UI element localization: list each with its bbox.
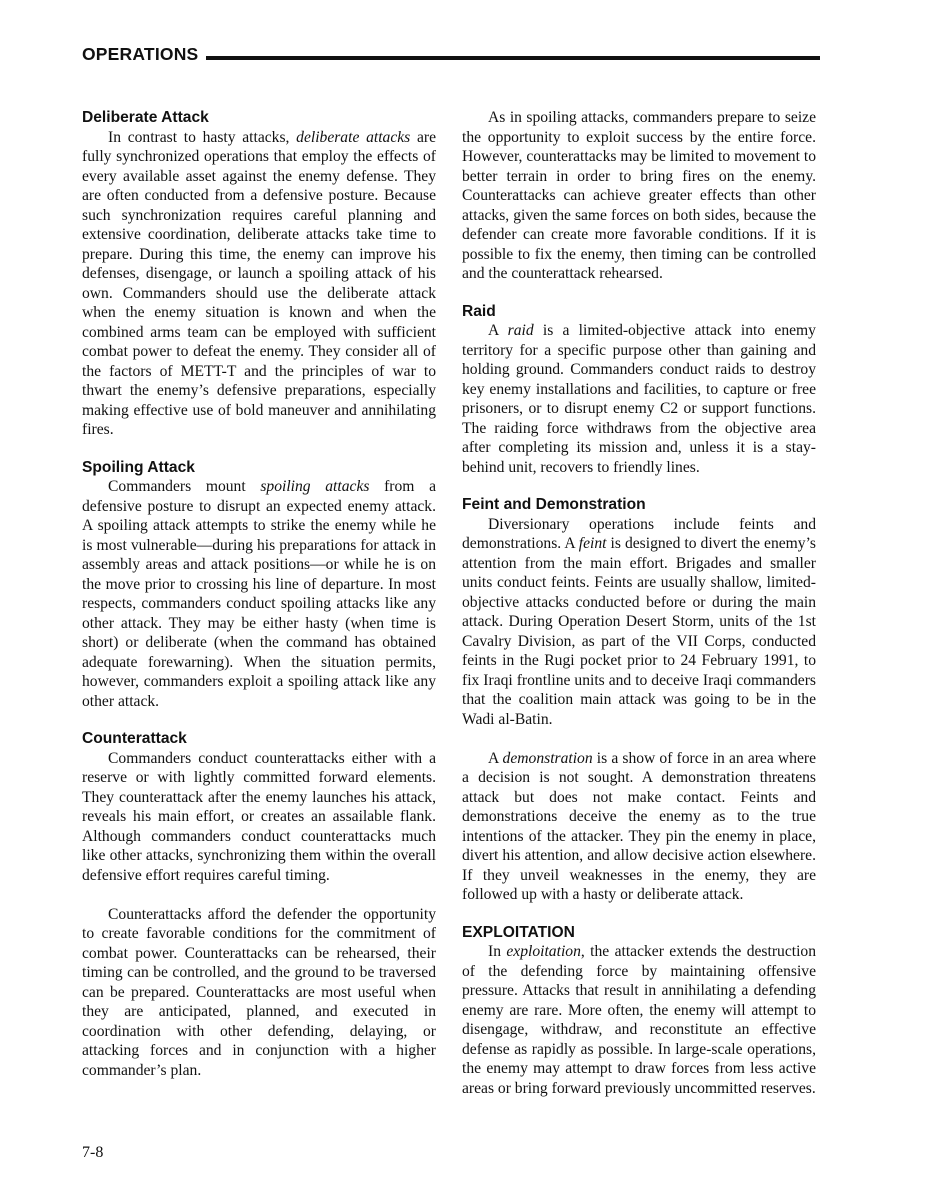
text-run: A	[488, 322, 508, 339]
paragraph: Counterattacks afford the defender the opportunity to create favorable conditions for the commitment of combat power. Counterattacks can be rehearsed, their timing can be controlled, and the ground to be traversed can be prepared. Counterattacks are most useful when they are anticipated, planned, and executed in coordination with other defending, delaying, or attacking forces and in conjunction with a higher commander’s plan.	[82, 905, 436, 1079]
text-run: In	[488, 943, 507, 960]
section-feint-and-demonstration	[462, 495, 816, 905]
paragraph	[82, 477, 436, 711]
paragraph: Commanders conduct counterattacks either with a reserve or with lightly committed forward elements. They counterattack after the enemy launches his attack, reveals his main effort, or creates an assailable flank. Although commanders conduct counterattacks much like other attacks, synchronizing them within the overall defensive effort requires careful timing.	[82, 749, 436, 884]
text-run: is designed to divert the enemy’s attention from the main effort. Brigades and smaller units conduct feints. Feints are usually shallow, limited-objective attacks conducted before or during the main attack. During Operation Desert Storm, units of the 1st Cavalry Division, as part of the VII Corps, conducted feints in the Rugi pocket prior to 24 February 1991, to fix Iraqi frontline units and to deceive Iraqi commanders that the coalition main attack was going to be in the Wadi al-Batin.	[462, 535, 816, 728]
text-run: Diversionary operations include feints and demonstrations. A	[462, 515, 816, 552]
paragraph	[462, 321, 816, 477]
section-counterattack-continued	[462, 108, 816, 284]
text-run: are fully synchronized operations that employ the effects of every available asset against the enemy defense. They are often conducted from a defensive posture. Because such synchronization requires careful planning and extensive coordination, deliberate attacks take time to prepare. During this time, the enemy can improve his defenses, disengage, or launch a spoiling attack of his own. Commanders should use the deliberate attack when the enemy situation is known and when the combined arms team can be employed with sufficient combat power to defeat the enemy. They consider all of the factors of METT-T and the principles of war to thwart the enemy’s defensive preparations, especially making effective use of bold maneuver and annihilating fires.	[82, 128, 436, 438]
section-counterattack	[82, 729, 436, 1080]
defined-term: demonstration	[502, 749, 593, 767]
defined-term: exploitation	[506, 943, 581, 960]
running-header-title: OPERATIONS	[82, 44, 199, 64]
section-heading: Feint and Demonstration	[462, 496, 646, 513]
paragraph: As in spoiling attacks, commanders prepare to seize the opportunity to exploit success by the entire force. However, counterattacks may be limited to movement to better terrain in order to bring fires on the enemy. Counterattacks can achieve greater effects than other attacks, given the same forces on both sides, because the defender can create more favorable conditions. If it is possible to fix the enemy, then timing can be controlled and the counterattack rehearsed.	[462, 109, 816, 282]
section-heading: Counterattack	[82, 730, 187, 747]
defined-term: spoiling attacks	[260, 478, 370, 495]
defined-term: raid	[507, 322, 534, 339]
running-header	[82, 40, 820, 64]
paragraph	[462, 942, 816, 1098]
paragraph	[462, 749, 816, 905]
section-deliberate-attack	[82, 108, 436, 440]
section-heading: EXPLOITATION	[462, 923, 575, 941]
section-heading: Raid	[462, 302, 496, 320]
section-heading: Deliberate Attack	[82, 109, 209, 126]
text-run: is a limited-objective attack into enemy territory for a specific purpose other than gaining and holding ground. Commanders conduct raids to destroy key enemy installations and facilities, to capture or free prisoners, or to disrupt enemy C2 or support functions. The raiding force withdraws from the objective area after completing its mission and, unless it is a stay-behind unit, recovers to friendly lines.	[462, 322, 816, 476]
text-run: is a show of force in an area where a decision is not sought. A demonstration threatens attack but does not make contact. Feints and demonstrations deceive the enemy as to the true intentions of the attacker. They pin the enemy in place, divert his attention, and allow decisive action elsewhere. If they unveil weaknesses in the enemy, they are followed up with a hasty or deliberate attack.	[462, 749, 816, 903]
section-heading: Spoiling Attack	[82, 458, 195, 476]
defined-term: deliberate attacks	[296, 128, 411, 146]
section-exploitation	[462, 923, 816, 1099]
text-run: from a defensive posture to disrupt an expected enemy attack. A spoiling attack attempts to strike the enemy while he is most vulnerable—during his preparations for attack in assembly areas and attack positions—or while he is on the move prior to crossing his line of departure. In most respects, commanders conduct spoiling attacks like any other attack. They may be either hasty (when time is short) or deliberate (when the command has obtained adequate forewarning). When the situation permits, however, commanders exploit a spoiling attack like any other attack.	[82, 478, 436, 710]
paragraph	[462, 515, 816, 730]
section-raid	[462, 302, 816, 478]
section-spoiling-attack	[82, 458, 436, 712]
header-rule	[206, 56, 820, 60]
text-run: A	[488, 749, 503, 767]
page-number: 7-8	[82, 1144, 104, 1161]
left-column	[82, 108, 436, 1080]
paragraph	[82, 128, 436, 440]
text-run: , the attacker extends the destruction of the defending force by maintaining offensive pressure. Attacks that result in annihilating a defending enemy are rare. More often, the enemy will attempt to disengage, withdraw, and reconstitute an effective defense as rapidly as possible. In large-scale operations, the enemy may attempt to draw forces from less active areas or bring forward previously uncommitted reserves.	[462, 943, 816, 1097]
text-run: In contrast to hasty attacks,	[108, 128, 297, 146]
defined-term: feint	[578, 535, 607, 552]
text-run: Commanders mount	[108, 478, 261, 495]
right-column	[462, 108, 816, 1098]
